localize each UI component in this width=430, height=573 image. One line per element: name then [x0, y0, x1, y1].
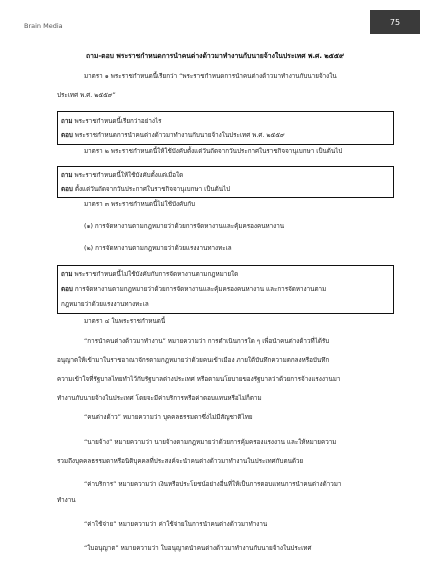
section3-item2: (๒) การจัดหางานตามกฎหมายว่าด้วยแรงงานทางทะเล	[84, 245, 232, 252]
answer-label: ตอบ	[61, 132, 73, 139]
page-number: 75	[389, 17, 401, 27]
definition-1-line4: ทำงานกับนายจ้างในประเทศ โดยจะมีค่าบริการหรือค่าตอบแทนหรือไม่ก็ตาม	[57, 395, 262, 402]
question-label: ถาม	[61, 271, 73, 278]
definition-6: “ใบอนุญาต” หมายความว่า ใบอนุญาตนำคนต่างด้าวมาทำงานกับนายจ้างในประเทศ	[84, 545, 312, 552]
definition-3-line2: รวมถึงบุคคลธรรมดาหรือนิติบุคคลที่ประสงค์จะนำคนต่างด้าวมาทำงานในประเทศกับตนด้วย	[57, 458, 304, 465]
definition-5: “ค่าใช้จ่าย” หมายความว่า ค่าใช้จ่ายในการนำคนต่างด้าวมาทำงาน	[84, 521, 268, 528]
definition-3-line1: “นายจ้าง” หมายความว่า นายจ้างตามกฎหมายว่าด้วยการคุ้มครองแรงงาน และให้หมายความ	[84, 439, 337, 446]
answer-text: พระราชกำหนดการนำคนต่างด้าวมาทำงานกับนายจ้างในประเทศ พ.ศ. ๒๕๕๙	[72, 132, 285, 139]
definition-4-line2: ทำงาน	[57, 497, 76, 504]
definition-1-line1: “การนำคนต่างด้าวมาทำงาน” หมายความว่า การดำเนินการใด ๆ เพื่อนำคนต่างด้าวที่ได้รับ	[84, 338, 330, 345]
page-number-badge	[370, 10, 420, 34]
answer-text: ตั้งแต่วันถัดจากวันประกาศในราชกิจจานุเบกษา เป็นต้นไป	[72, 186, 231, 193]
qa2-question	[61, 170, 183, 180]
qa2-answer	[61, 184, 230, 194]
question-text: พระราชกำหนดนี้ให้ใช้บังคับตั้งแต่เมื่อใด	[72, 172, 184, 179]
brand-name: Brain Media	[24, 22, 63, 30]
section4-line1: มาตรา ๔ ในพระราชกำหนดนี้	[84, 318, 166, 325]
qa3-question	[61, 269, 238, 279]
question-text: พระราชกำหนดนี้เรียกว่าอย่างไร	[72, 118, 162, 125]
section3-line1: มาตรา ๓ พระราชกำหนดนี้ไม่ใช้บังคับกับ	[84, 201, 196, 208]
section1-line2: ประเทศ พ.ศ. ๒๕๕๙”	[57, 92, 116, 99]
question-label: ถาม	[61, 118, 73, 125]
section2-line1: มาตรา ๒ พระราชกำหนดนี้ให้ใช้บังคับตั้งแต่วันถัดจากวันประกาศในราชกิจจานุเบกษา เป็นต้นไป	[84, 148, 343, 155]
section3-item1: (๑) การจัดหางานตามกฎหมายว่าด้วยการจัดหางานและคุ้มครองคนหางาน	[84, 223, 285, 230]
question-text: พระราชกำหนดนี้ไม่ใช้บังคับกับการจัดหางานตามกฎหมายใด	[72, 271, 239, 278]
page-header	[0, 0, 430, 40]
qa-box-1	[57, 111, 394, 145]
qa-box-2	[57, 166, 394, 198]
definition-4-line1: “ค่าบริการ” หมายความว่า เงินหรือประโยชน์อย่างอื่นที่ให้เป็นการตอบแทนการนำคนต่างด้าวมา	[84, 481, 342, 488]
qa1-question	[61, 116, 162, 126]
definition-2: “คนต่างด้าว” หมายความว่า บุคคลธรรมดาซึ่งไม่มีสัญชาติไทย	[84, 414, 253, 421]
answer-label: ตอบ	[61, 186, 73, 193]
qa1-answer	[61, 130, 285, 140]
qa3-answer-cont: กฎหมายว่าด้วยแรงงานทางทะเล	[61, 301, 149, 308]
question-label: ถาม	[61, 172, 73, 179]
page-title: ถาม-ตอบ พระราชกำหนดการนำคนต่างด้าวมาทำงานกับนายจ้างในประเทศ พ.ศ. ๒๕๕๙	[85, 52, 345, 60]
section1-line1: มาตรา ๑ พระราชกำหนดนี้เรียกว่า “พระราชกำหนดการนำคนต่างด้าวมาทำงานกับนายจ้างใน	[84, 73, 337, 80]
definition-1-line3: ความเข้าใจที่รัฐบาลไทยทำไว้กับรัฐบาลต่างประเทศ หรือตามนโยบายของรัฐบาลว่าด้วยการจ้างแรงงานมา	[57, 376, 341, 383]
qa3-answer	[61, 284, 326, 294]
definition-1-line2: อนุญาตให้เข้ามาในราชอาณาจักรตามกฎหมายว่าด้วยคนเข้าเมือง ภายใต้บันทึกความตกลงหรือบันทึก	[57, 357, 330, 364]
answer-label: ตอบ	[61, 286, 73, 293]
qa-box-3	[57, 265, 394, 314]
answer-text: การจัดหางานตามกฎหมายว่าด้วยการจัดหางานและคุ้มครองคนหางาน และการจัดหางานตาม	[72, 286, 327, 293]
